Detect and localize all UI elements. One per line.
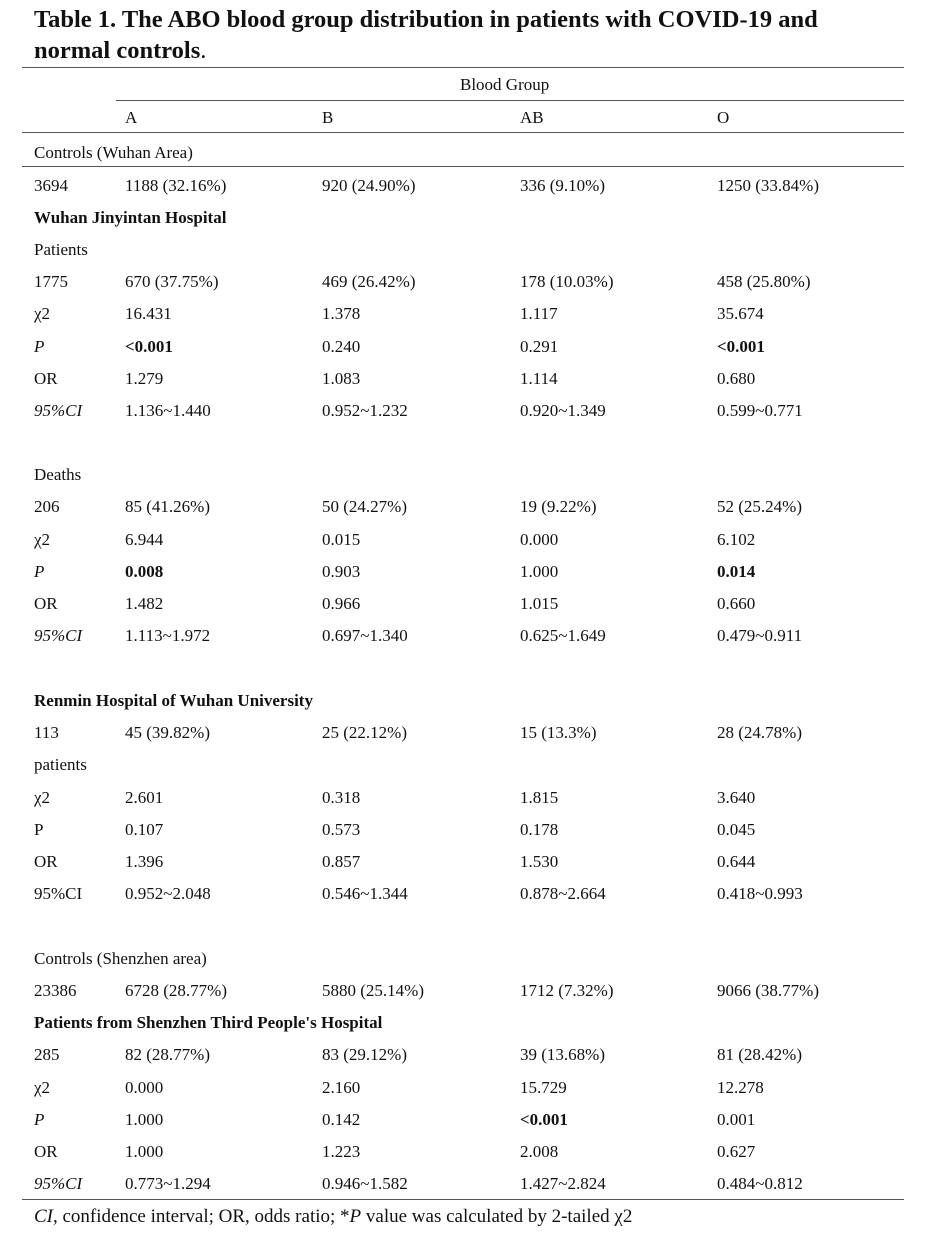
table-cell: 1250 (33.84%): [717, 176, 819, 195]
table-cell: 0.008: [125, 562, 164, 581]
table-cell: 6.102: [717, 530, 756, 549]
table-cell: 0.573: [322, 820, 361, 839]
table-title-line1: Table 1. The ABO blood group distribution in patients with COVID-19 and: [34, 6, 818, 33]
table-cell: 1.378: [322, 304, 361, 323]
table-cell: <0.001: [520, 1110, 568, 1129]
table-cell: 920 (24.90%): [322, 176, 416, 195]
table-cell: 6.944: [125, 530, 164, 549]
table-row: [0, 1139, 938, 1165]
table-cell: 82 (28.77%): [125, 1045, 210, 1064]
table-cell: 0.920~1.349: [520, 401, 606, 420]
table-row: [0, 946, 938, 972]
row-label: Controls (Shenzhen area): [34, 949, 207, 968]
table-cell: 2.601: [125, 788, 164, 807]
table-row: [0, 1010, 938, 1036]
row-label: OR: [34, 1142, 58, 1161]
table-title-period: .: [200, 37, 207, 64]
table-cell: 458 (25.80%): [717, 272, 811, 291]
table-cell: 469 (26.42%): [322, 272, 416, 291]
table-cell: 0.107: [125, 820, 164, 839]
table-row: [0, 978, 938, 1004]
column-header-o: O: [717, 108, 730, 127]
table-row: [0, 849, 938, 875]
table-cell: 0.546~1.344: [322, 884, 408, 903]
table-row: [0, 173, 938, 199]
header-rule: [22, 132, 904, 133]
table-cell: 0.627: [717, 1142, 756, 1161]
table-row: [0, 785, 938, 811]
row-label: 3694: [34, 176, 68, 195]
top-rule: [22, 67, 904, 68]
table-row: [0, 881, 938, 907]
table-cell: 0.644: [717, 852, 756, 871]
row-label: OR: [34, 594, 58, 613]
table-cell: 1.000: [520, 562, 559, 581]
table-cell: 670 (37.75%): [125, 272, 219, 291]
table-cell: 1.815: [520, 788, 559, 807]
footnote-p-text: value was calculated by 2-tailed χ2: [361, 1206, 633, 1227]
row-label: 95%CI: [34, 626, 83, 645]
footnote-ci-text: , confidence interval; OR, odds ratio; *: [53, 1206, 350, 1227]
table-cell: 0.878~2.664: [520, 884, 606, 903]
row-label: 1775: [34, 272, 68, 291]
column-header-ab: AB: [520, 108, 544, 127]
table-row: [0, 205, 938, 231]
table-cell: 1188 (32.16%): [125, 176, 227, 195]
footnote-ci-abbr: CI: [34, 1206, 53, 1227]
table-row: [0, 398, 938, 424]
table-cell: 336 (9.10%): [520, 176, 605, 195]
table-cell: 0.318: [322, 788, 361, 807]
table-cell: 45 (39.82%): [125, 723, 210, 742]
table-cell: 0.045: [717, 820, 756, 839]
table-cell: 0.484~0.812: [717, 1174, 803, 1193]
row-label: P: [34, 1110, 45, 1129]
table-cell: 0.014: [717, 562, 756, 581]
table-cell: 1.083: [322, 369, 361, 388]
table-cell: 25 (22.12%): [322, 723, 407, 742]
table-title-line2: normal controls: [34, 37, 201, 64]
table-cell: 9066 (38.77%): [717, 981, 819, 1000]
row-label: 95%CI: [34, 1174, 83, 1193]
table-cell: 0.291: [520, 337, 559, 356]
table-cell: <0.001: [717, 337, 765, 356]
footnote-p-abbr: P: [349, 1206, 362, 1227]
table-cell: 0.479~0.911: [717, 626, 803, 645]
table-cell: 0.697~1.340: [322, 626, 408, 645]
table-cell: 85 (41.26%): [125, 497, 210, 516]
table-row: [0, 269, 938, 295]
section-heading: Patients from Shenzhen Third People's Hospital: [34, 1013, 383, 1032]
blood-group-underline: [116, 100, 904, 101]
table-row: [0, 1042, 938, 1068]
table-cell: 0.142: [322, 1110, 361, 1129]
row-label: 95%CI: [34, 884, 83, 903]
table-cell: 2.160: [322, 1078, 361, 1097]
table-cell: 2.008: [520, 1142, 559, 1161]
table-cell: 35.674: [717, 304, 764, 323]
table-cell: 1.000: [125, 1142, 164, 1161]
table-cell: 6728 (28.77%): [125, 981, 227, 1000]
table-cell: 0.599~0.771: [717, 401, 803, 420]
table-cell: 0.952~2.048: [125, 884, 211, 903]
table-cell: 0.418~0.993: [717, 884, 803, 903]
table-cell: 0.773~1.294: [125, 1174, 211, 1193]
table-cell: 12.278: [717, 1078, 764, 1097]
row-label: P: [34, 337, 45, 356]
table-cell: 1.117: [520, 304, 558, 323]
table-row: [0, 623, 938, 649]
row-label: 23386: [34, 981, 77, 1000]
table-row: [0, 237, 938, 263]
row-label: χ2: [34, 530, 51, 549]
row-label: χ2: [34, 1078, 51, 1097]
table-cell: 83 (29.12%): [322, 1045, 407, 1064]
table-cell: 50 (24.27%): [322, 497, 407, 516]
table-cell: 0.000: [125, 1078, 164, 1097]
row-label: P: [34, 562, 45, 581]
row-label: Deaths: [34, 465, 82, 484]
table-cell: 0.903: [322, 562, 361, 581]
table-cell: 5880 (25.14%): [322, 981, 424, 1000]
table-row: [0, 688, 938, 714]
row-label: OR: [34, 852, 58, 871]
table-title: [34, 4, 914, 66]
column-header-row: [0, 105, 938, 131]
table-row: [0, 1107, 938, 1133]
table-row: [0, 494, 938, 520]
table-cell: 1.279: [125, 369, 164, 388]
table-cell: 1.427~2.824: [520, 1174, 606, 1193]
table-footnote: [34, 1204, 632, 1230]
table-row: [0, 1171, 938, 1197]
table-row: [0, 462, 938, 488]
table-row: [0, 559, 938, 585]
table-cell: 0.015: [322, 530, 361, 549]
table-cell: 0.240: [322, 337, 361, 356]
table-cell: 39 (13.68%): [520, 1045, 605, 1064]
table-cell: 0.660: [717, 594, 756, 613]
table-row: [0, 1075, 938, 1101]
column-header-b: B: [322, 108, 334, 127]
table-cell: 19 (9.22%): [520, 497, 597, 516]
table-cell: 178 (10.03%): [520, 272, 614, 291]
blood-group-header: Blood Group: [460, 75, 550, 94]
row-label: χ2: [34, 788, 51, 807]
table-cell: 1.114: [520, 369, 558, 388]
table-row: [0, 140, 938, 166]
table-cell: 0.946~1.582: [322, 1174, 408, 1193]
section-heading: Wuhan Jinyintan Hospital: [34, 208, 227, 227]
table-cell: 81 (28.42%): [717, 1045, 802, 1064]
table-cell: 1.015: [520, 594, 559, 613]
column-header-a: A: [125, 108, 138, 127]
table-cell: 1.223: [322, 1142, 361, 1161]
table-cell: 1.136~1.440: [125, 401, 211, 420]
table-cell: <0.001: [125, 337, 173, 356]
row-label: 206: [34, 497, 60, 516]
table-cell: 1712 (7.32%): [520, 981, 614, 1000]
table-row: [0, 817, 938, 843]
row-label: Controls (Wuhan Area): [34, 143, 193, 162]
table-cell: 52 (25.24%): [717, 497, 802, 516]
row-label: patients: [34, 755, 87, 774]
table-cell: 3.640: [717, 788, 756, 807]
table-row: [0, 752, 938, 778]
row-label: Patients: [34, 240, 88, 259]
table-row: [0, 301, 938, 327]
row-label: χ2: [34, 304, 51, 323]
table-cell: 1.396: [125, 852, 164, 871]
table-cell: 0.625~1.649: [520, 626, 606, 645]
table-row: [0, 334, 938, 360]
section-heading: Renmin Hospital of Wuhan University: [34, 691, 313, 710]
table-cell: 16.431: [125, 304, 172, 323]
table-cell: 0.000: [520, 530, 559, 549]
table-cell: 0.952~1.232: [322, 401, 408, 420]
table-cell: 0.857: [322, 852, 361, 871]
row-label: 113: [34, 723, 59, 742]
bottom-rule: [22, 1199, 904, 1200]
row-label: 95%CI: [34, 401, 83, 420]
table-cell: 1.530: [520, 852, 559, 871]
table-cell: 15 (13.3%): [520, 723, 597, 742]
row-label: OR: [34, 369, 58, 388]
row-label: 285: [34, 1045, 60, 1064]
table-row: [0, 720, 938, 746]
row-label: P: [34, 820, 44, 839]
controls-rule: [22, 166, 904, 167]
table-cell: 0.966: [322, 594, 361, 613]
table-cell: 28 (24.78%): [717, 723, 802, 742]
table-cell: 15.729: [520, 1078, 567, 1097]
table-cell: 1.113~1.972: [125, 626, 211, 645]
table-row: [0, 591, 938, 617]
table-cell: 1.482: [125, 594, 164, 613]
table-row: [0, 366, 938, 392]
table-cell: 0.680: [717, 369, 756, 388]
table-cell: 0.001: [717, 1110, 756, 1129]
table-cell: 1.000: [125, 1110, 164, 1129]
table-row: [0, 527, 938, 553]
table-cell: 0.178: [520, 820, 559, 839]
